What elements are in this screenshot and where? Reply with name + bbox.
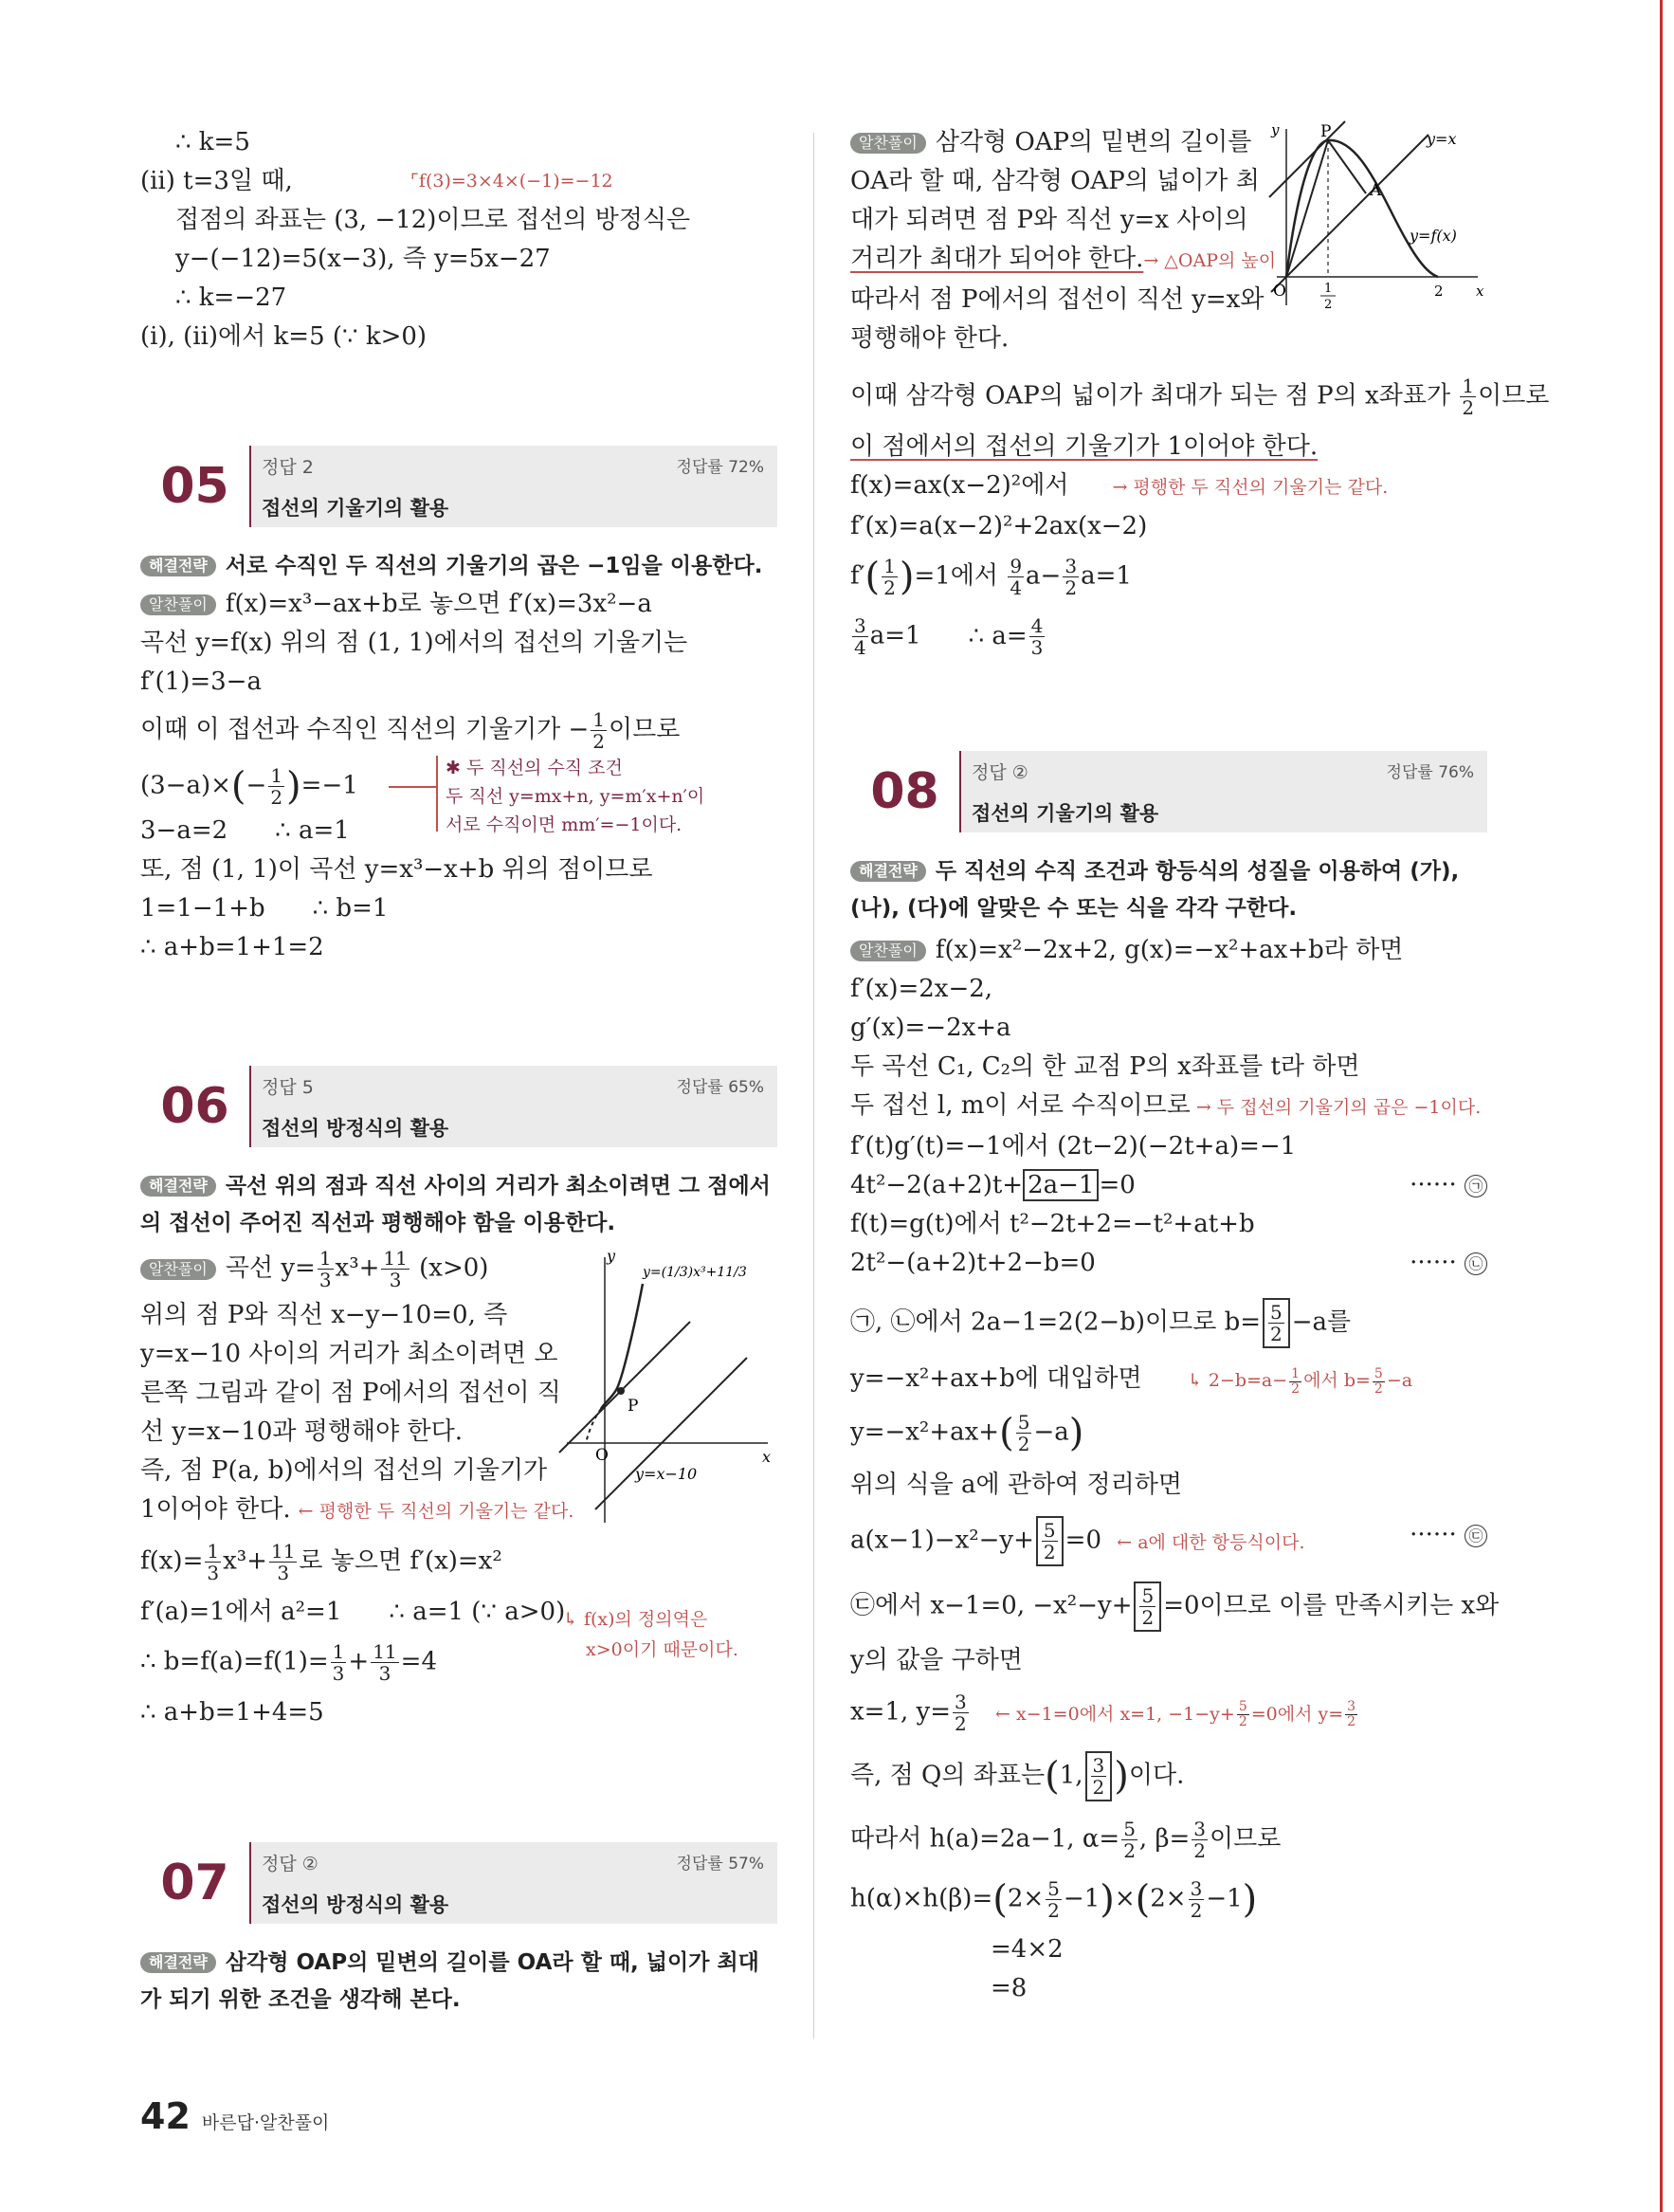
solution-line: 위의 점 P와 직선 x−y−10=0, 즉 <box>140 1301 508 1329</box>
cubic-curve <box>1286 140 1438 277</box>
solution-line: y=−x²+ax+b에 대입하면 ↳ 2−b=a− $\frac{1}{2}$ 에서 b= $\frac{5}{2}$ −a <box>850 1364 1413 1397</box>
problem-08-header <box>850 751 1487 832</box>
strategy-tag: 해결전략 <box>140 556 216 576</box>
solution-line: 따라서 점 P에서의 접선이 직선 y=x와 <box>850 285 1265 314</box>
solution-line: 두 접선 l, m이 서로 수직이므로 → 두 접선의 기울기의 곱은 −1이다. <box>850 1091 1482 1120</box>
solution-line: 따라서 h(a)=2a−1, α= $\frac{5}{2}$ , β= $\frac{3}{2}$ 이므로 <box>850 1818 1282 1862</box>
blank-ga: 2a−1 <box>1023 1169 1099 1201</box>
p04-line: ∴ k=−27 <box>175 283 287 312</box>
svg-text:y=f(x): y=f(x) <box>1410 227 1457 245</box>
correct-rate: 정답률 65% <box>676 1078 764 1097</box>
solution-line: =4×2 <box>991 1935 1064 1964</box>
solution-line: 1이어야 한다. ← 평행한 두 직선의 기울기는 같다. <box>140 1495 574 1524</box>
topic: 접선의 방정식의 활용 <box>262 1893 449 1916</box>
problem-number: 05 <box>140 446 249 527</box>
solution-line: f′(t)g′(t)=−1에서 (2t−2)(−2t+a)=−1 <box>850 1132 1297 1161</box>
svg-text:y=(1/3)x³+11/3: y=(1/3)x³+11/3 <box>643 1265 747 1280</box>
marker-2: ······ ㉡ <box>1410 1244 1487 1283</box>
solution-line: 알찬풀이 삼각형 OAP의 밑변의 길이를 <box>850 123 1487 162</box>
problem-number: 08 <box>850 751 959 832</box>
answer: 정답 2 <box>262 457 314 478</box>
answer: 정답 5 <box>262 1077 314 1098</box>
svg-text:P: P <box>628 1397 639 1416</box>
solution-line: y의 값을 구하면 <box>850 1646 1023 1674</box>
solution-line: f(x)= $\frac{1}{3}$ x³+ $\frac{11}{3}$ 로 놓으면 f′(x)=x² <box>140 1540 502 1584</box>
svg-text:2: 2 <box>1324 298 1333 312</box>
solution-line: 4t²−2(a+2)t+ 2a−1 =0 ······ ㉠ <box>850 1166 1487 1205</box>
right-column <box>850 121 1550 2008</box>
solution-line: f(x)=ax(x−2)²에서 → 평행한 두 직선의 기울기는 같다. <box>850 471 1389 500</box>
p04-line: (ⅱ) t=3일 때, ⌜f(3)=3×4×(−1)=−12 <box>140 162 777 201</box>
correct-rate: 정답률 72% <box>676 458 764 477</box>
answer: 정답 ② <box>262 1854 318 1874</box>
p04-line: (ⅰ), (ⅱ)에서 k=5 (∵ k>0) <box>140 322 428 351</box>
solution-line: 평행해야 한다. <box>850 324 1010 353</box>
solution-line: ㉠, ㉡에서 2a−1=2(2−b)이므로 b= $\frac{5}{2}$ −a를 <box>850 1298 1487 1348</box>
solution-line: 이때 삼각형 OAP의 넓이가 최대가 되는 점 P의 x좌표가 $\frac{1}{2}$ 이므로 <box>850 375 1550 419</box>
solution-line: 곡선 y=f(x) 위의 점 (1, 1)에서의 접선의 기울기는 <box>140 629 688 657</box>
solution-line: 즉, 점 P(a, b)에서의 접선의 기울기가 <box>140 1456 548 1485</box>
solution-line: f′(x)=a(x−2)²+2ax(x−2) <box>850 512 1148 540</box>
svg-text:y: y <box>1271 121 1280 138</box>
solution-line: ∴ a+b=1+4=5 <box>140 1698 324 1727</box>
p07-body <box>850 123 1487 358</box>
solution-line: 선 y=x−10과 평행해야 한다. <box>140 1417 463 1446</box>
solution-line: 이 점에서의 접선의 기울기가 1이어야 한다. <box>850 432 1319 461</box>
svg-text:x: x <box>1476 283 1484 300</box>
problem-07-header <box>140 1842 777 1924</box>
strategy: 해결전략 두 직선의 수직 조건과 항등식의 성질을 이용하여 (가), (나), (다)에 알맞은 수 또는 식을 각각 구한다. <box>850 859 1460 921</box>
problem-number: 07 <box>140 1842 249 1924</box>
solution-line: g′(x)=−2x+a <box>850 1014 1011 1042</box>
left-column <box>140 123 777 2019</box>
column-divider <box>813 133 814 2038</box>
problem-06-header <box>140 1066 777 1147</box>
perpendicular-note: ✱ 두 직선의 수직 조건 두 직선 y=mx+n, y=m′x+n′이 서로 수직이면 mm′=−1이다. <box>446 758 705 835</box>
p04-line: 접점의 좌표는 (3, −12)이므로 접선의 방정식은 <box>175 206 691 234</box>
solution-line: 위의 식을 a에 관하여 정리하면 <box>850 1471 1182 1499</box>
solution-line: 대가 되려면 점 P와 직선 y=x 사이의 <box>850 206 1248 234</box>
solution-line: 른쪽 그림과 같이 점 P에서의 접선이 직 <box>140 1379 561 1407</box>
strategy: 해결전략 서로 수직인 두 직선의 기울기의 곱은 −1임을 이용한다. <box>140 548 777 585</box>
marker-1: ······ ㉠ <box>1410 1166 1487 1205</box>
topic: 접선의 기울기의 활용 <box>262 497 449 520</box>
solution-line: 알찬풀이 f(x)=x²−2x+2, g(x)=−x²+ax+b라 하면 <box>850 931 1487 970</box>
svg-text:O: O <box>1273 282 1286 301</box>
solution-line: f′(x)=2x−2, <box>850 975 993 1003</box>
svg-text:P: P <box>1320 122 1332 141</box>
svg-text:x: x <box>762 1448 772 1466</box>
svg-text:1: 1 <box>1324 282 1333 296</box>
answer: 정답 ② <box>972 762 1028 783</box>
solution-line: f(t)=g(t)에서 t²−2t+2=−t²+at+b <box>850 1210 1255 1238</box>
solution-tag: 알찬풀이 <box>850 133 926 154</box>
solution-line: (3−a)×(− $\frac{1}{2}$ )=−1 ✱ 두 직선의 수직 조건 두 직선 y=mx+n, y=m′x+n′이 서로 수직이면 mm′=−1이다. <box>140 765 777 808</box>
strategy-tag: 해결전략 <box>140 1952 216 1973</box>
solution-line: =8 <box>991 1974 1028 2002</box>
solution-line: ∴ a+b=1+1=2 <box>140 933 324 961</box>
svg-text:y=x: y=x <box>1427 130 1457 148</box>
solution-line: 이때 이 접선과 수직인 직선의 기울기가 − $\frac{1}{2}$ 이므로 <box>140 708 681 753</box>
solution-line: 즉, 점 Q의 좌표는(1, $\frac{3}{2}$ )이다. <box>850 1751 1487 1801</box>
solution-line: ∴ b=f(a)=f(1)= $\frac{1}{3}$ + $\frac{11}{3}$ =4 <box>140 1640 437 1685</box>
domain-note: ↳ f(x)의 정의역은 x>0이기 때문이다. <box>563 1609 738 1660</box>
segment-pa <box>1328 140 1366 193</box>
solution-line: 거리가 최대가 되어야 한다.→ △OAP의 높이 <box>850 245 1277 273</box>
tangent-line <box>1269 121 1345 197</box>
solution-line: 2t²−(a+2)t+2−b=0 ······ ㉡ <box>850 1244 1487 1283</box>
solution-line: y=x−10 사이의 거리가 최소이려면 오 <box>140 1340 558 1368</box>
p06-figure <box>557 1248 777 1536</box>
solution-tag: 알찬풀이 <box>850 941 926 961</box>
solution-line: 3−a=2 ∴ a=1 <box>140 816 350 845</box>
solution-line: ㉢에서 x−1=0, −x²−y+ $\frac{5}{2}$ =0이므로 이를 만족시키는 x와 <box>850 1581 1487 1632</box>
solution-line: x=1, y= $\frac{3}{2}$ ← x−1=0에서 x=1, −1−y+ $\frac{5}{2}$ =0에서 y= $\frac{3}{2}$ <box>850 1691 1356 1735</box>
svg-text:y=x−10: y=x−10 <box>635 1465 698 1483</box>
strategy-tag: 해결전략 <box>850 861 926 882</box>
solution-line: h(α)×h(β)=(2× $\frac{5}{2}$ −1)×(2× $\frac{3}{2}$ −1) <box>850 1877 1258 1922</box>
point-p <box>617 1387 625 1395</box>
solution-line: 1=1−1+b ∴ b=1 <box>140 894 389 923</box>
page-edge-stripe <box>1660 0 1663 2212</box>
svg-text:y: y <box>607 1248 616 1265</box>
page-number: 42 <box>140 2095 191 2137</box>
solution-tag: 알찬풀이 <box>140 1259 216 1280</box>
line-y-x-10 <box>595 1358 747 1509</box>
strategy: 해결전략 곡선 위의 점과 직선 사이의 거리가 최소이려면 그 점에서의 접선이 주어진 직선과 평행해야 함을 이용한다. <box>140 1174 771 1235</box>
p07-figure <box>1267 116 1487 319</box>
solution-line: $\frac{3}{4}$ a=1 ∴ a= $\frac{4}{3}$ <box>854 614 1044 659</box>
line-y-x <box>1271 135 1428 292</box>
svg-text:O: O <box>595 1446 609 1465</box>
strategy-tag: 해결전략 <box>140 1176 216 1197</box>
solution-line: 알찬풀이 f(x)=x³−ax+b로 놓으면 f′(x)=3x²−a <box>140 585 777 624</box>
solution-line: OA라 할 때, 삼각형 OAP의 넓이가 최 <box>850 167 1260 195</box>
svg-text:A: A <box>1370 181 1382 200</box>
p04-line: ∴ k=5 <box>175 128 250 156</box>
solution-line: 두 곡선 C₁, C₂의 한 교점 P의 x좌표를 t라 하면 <box>850 1052 1360 1081</box>
strategy: 해결전략 삼각형 OAP의 밑변의 길이를 OA라 할 때, 넓이가 최대가 되기 위한 조건을 생각해 본다. <box>140 1950 759 2012</box>
svg-text:2: 2 <box>1434 283 1444 300</box>
solution-line: 또, 점 (1, 1)이 곡선 y=x³−x+b 위의 점이므로 <box>140 855 653 884</box>
solution-tag: 알찬풀이 <box>140 594 216 615</box>
topic: 접선의 기울기의 활용 <box>972 802 1159 825</box>
page-footer <box>140 2095 329 2137</box>
solution-line: 알찬풀이 곡선 y= $\frac{1}{3}$ x³+ $\frac{11}{3}$ (x>0) <box>140 1248 777 1290</box>
topic: 접선의 방정식의 활용 <box>262 1117 449 1140</box>
solution-line: f′(a)=1에서 a²=1 ∴ a=1 (∵ a>0) ↳ f(x)의 정의역은 x>0이기 때문이다. <box>140 1593 777 1632</box>
correct-rate: 정답률 57% <box>676 1855 764 1874</box>
problem-number: 06 <box>140 1066 249 1147</box>
p04-line: y−(−12)=5(x−3), 즉 y=5x−27 <box>175 245 551 273</box>
p04-note: ⌜f(3)=3×4×(−1)=−12 <box>410 171 613 192</box>
marker-3: ······ ㉢ <box>1410 1516 1487 1555</box>
solution-line: y=−x²+ax+( $\frac{5}{2}$ −a) <box>850 1411 1084 1455</box>
solution-line: f′( $\frac{1}{2}$ )=1에서 $\frac{9}{4}$ a− $\frac{3}{2}$ a=1 <box>850 555 1132 599</box>
problem-05-header <box>140 446 777 527</box>
book-title: 바른답·알찬풀이 <box>201 2112 330 2133</box>
solution-line: a(x−1)−x²−y+ $\frac{5}{2}$ =0 ← a에 대한 항등식이다. ······ ㉢ <box>850 1516 1487 1566</box>
correct-rate: 정답률 76% <box>1386 763 1474 782</box>
p06-body <box>140 1248 777 1531</box>
solution-line: f′(1)=3−a <box>140 667 262 696</box>
